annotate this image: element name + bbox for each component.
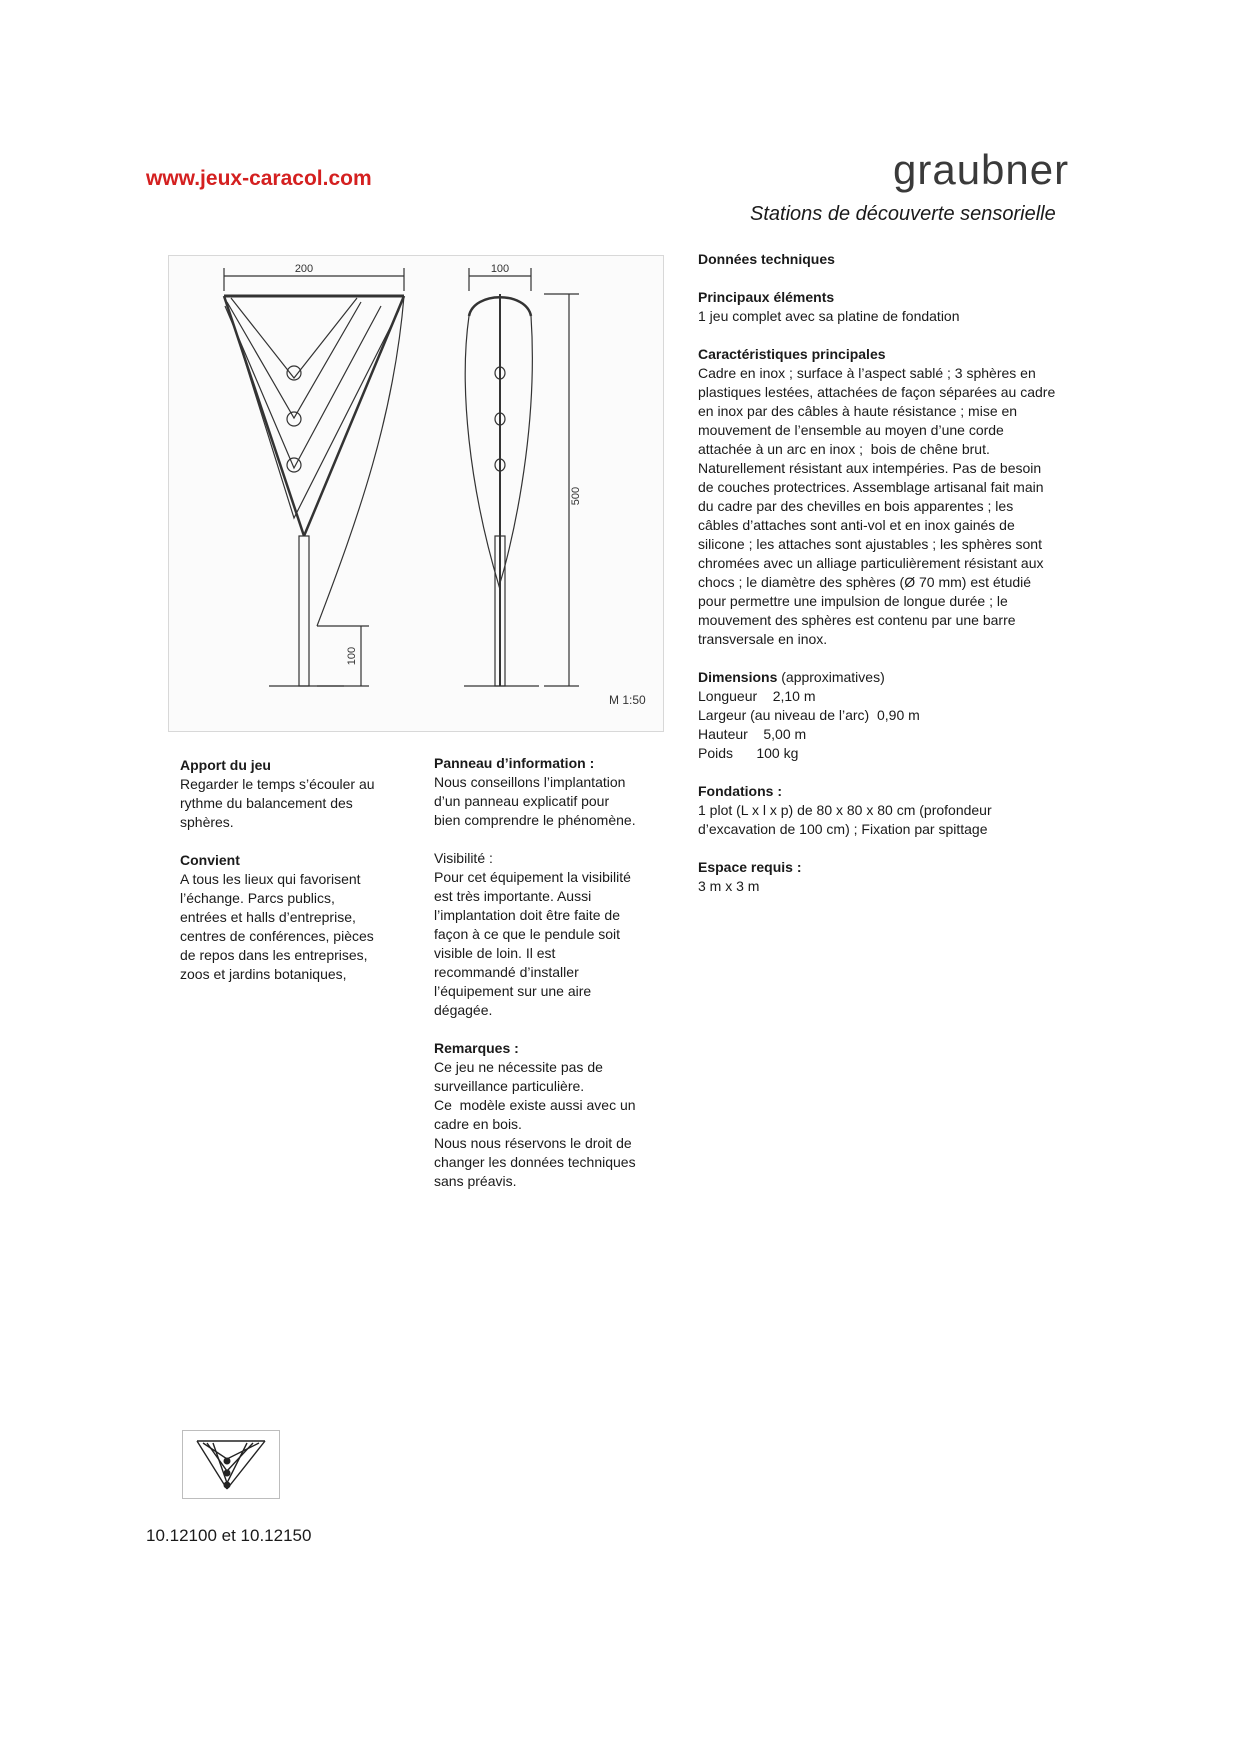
dimensions-text: Longueur 2,10 m Largeur (au niveau de l’arc) 0,90 m Hauteur 5,00 m Poids 100 kg: [698, 688, 920, 761]
thumbnail-icon: [183, 1431, 279, 1498]
product-reference: 10.12100 et 10.12150: [146, 1526, 312, 1545]
panneau-text: Nous conseillons l’implantation d’un panneau explicatif pour bien comprendre le phénomène.: [434, 774, 636, 828]
rope-curve: [317, 296, 404, 626]
convient-heading: Convient: [180, 852, 240, 868]
document-subtitle: Stations de découverte sensorielle: [750, 203, 1056, 225]
remarques-heading: Remarques :: [434, 1040, 519, 1056]
visibilite-text: Pour cet équipement la visibilité est très importante. Aussi l’implantation doit être faite de façon à ce que le pendule soit visible de loin. Il est recommandé d’installer l’équipement sur une aire dégagée.: [434, 869, 631, 1018]
espace-heading: Espace requis :: [698, 859, 802, 875]
dim-side-width-label: 100: [490, 263, 510, 275]
left-text-column: [180, 756, 400, 984]
side-profile: [465, 316, 532, 586]
product-thumbnail: [182, 1430, 280, 1499]
sphere-3: [287, 458, 301, 472]
elements-heading: Principaux éléments: [698, 289, 835, 305]
middle-text-column: [434, 754, 656, 1191]
caract-heading: Caractéristiques principales: [698, 346, 886, 362]
caract-text: Cadre en inox ; surface à l’aspect sablé ; 3 sphères en plastiques lestées, attachées de façon séparées au cadre en inox par des câbles à haute résistance ; mise en mouvement de l’ensemble au moyen d’une corde attachée à un arc en inox ; bois de chêne brut. Naturellement résistant aux intempéries. Pas de besoin de couches protectrices. Assemblage artisanal fait main du cadre par des chevilles en bois apparentes ; les câbles d’attaches sont anti-vol et en inox gainés de silicone ; les attaches sont ajustables ; les sphères sont chromées avec un alliage particulièrement résistant aux chocs ; le diamètre des sphères (Ø 70 mm) est étudié pour permettre une impulsion de longue durée ; le mouvement des sphères est contenu par une barre transversale en inox.: [698, 365, 1056, 647]
convient-text: A tous les lieux qui favorisent l’échange. Parcs publics, entrées et halls d’entreprise, centres de conférences, pièces de repos dans les entreprises, zoos et jardins botaniques,: [180, 871, 374, 982]
espace-text: 3 m x 3 m: [698, 878, 760, 894]
dim-width-label: 200: [294, 263, 314, 275]
visibilite-heading: Visibilité :: [434, 850, 493, 866]
front-post: [299, 536, 309, 686]
scale-label: M 1:50: [609, 693, 646, 707]
website-url: www.jeux-caracol.com: [146, 167, 372, 190]
technical-drawing: [168, 255, 664, 732]
donnees-heading: Données techniques: [698, 251, 835, 267]
brand-logo: graubner: [893, 146, 1070, 193]
dimensions-heading-line: [698, 668, 1098, 687]
dim-height-label: 500: [570, 486, 582, 506]
dim-base-label: 100: [346, 646, 358, 666]
fondations-heading: Fondations :: [698, 783, 782, 799]
fondations-text: 1 plot (L x l x p) de 80 x 80 x 80 cm (profondeur d’excavation de 100 cm) ; Fixation par spittage: [698, 802, 992, 837]
technical-drawing-svg: [169, 256, 663, 731]
right-text-column: [698, 250, 1098, 896]
apport-text: Regarder le temps s’écouler au rythme du balancement des sphères.: [180, 776, 375, 830]
elements-text: 1 jeu complet avec sa platine de fondation: [698, 308, 960, 324]
apport-heading: Apport du jeu: [180, 757, 271, 773]
dimensions-heading: Dimensions: [698, 669, 778, 685]
panneau-heading: Panneau d’information :: [434, 755, 595, 771]
dimensions-note: (approximatives): [777, 669, 885, 685]
remarques-text: Ce jeu ne nécessite pas de surveillance particulière. Ce modèle existe aussi avec un cadre en bois. Nous nous réservons le droit de changer les données techniques sans préavis.: [434, 1059, 636, 1189]
